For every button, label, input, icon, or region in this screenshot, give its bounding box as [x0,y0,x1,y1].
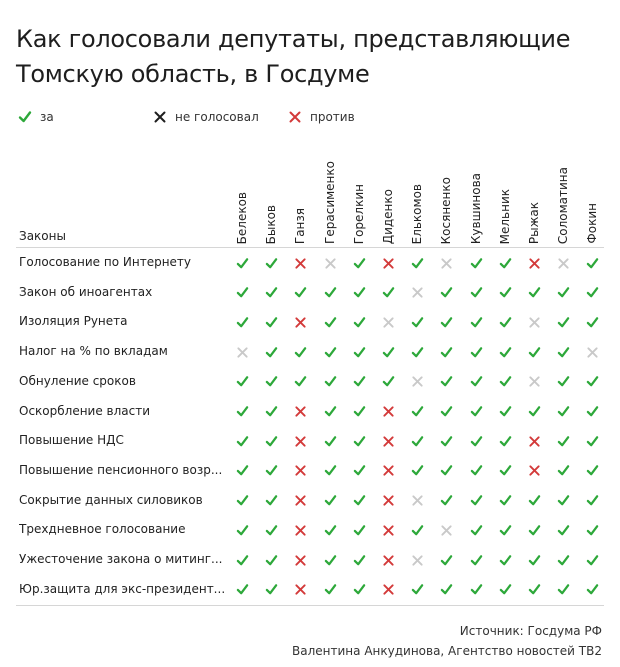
vote-yes-icon [345,283,374,303]
law-name: Закон об иноагентах [19,284,153,299]
vote-yes-icon [491,342,520,362]
vote-yes-icon [345,550,374,570]
vote-yes-icon [403,461,432,481]
vote-yes-icon [520,580,549,600]
vote-yes-icon [520,283,549,303]
column-header [578,150,607,244]
law-name: Голосование по Интернету [19,255,192,269]
vote-no-icon [286,520,315,540]
vote-no-icon [520,431,549,451]
vote-yes-icon [462,580,491,600]
vote-yes-icon [228,550,257,570]
vote-no-icon [286,580,315,600]
vote-yes-icon [578,491,607,511]
column-header [286,150,315,244]
vote-yes-icon [432,372,461,392]
vote-yes-icon [462,312,491,332]
vote-yes-icon [286,372,315,392]
vote-yes-icon [286,283,315,303]
vote-yes-icon [257,550,286,570]
vote-yes-icon [462,253,491,273]
vote-yes-icon [316,372,345,392]
vote-no-icon [286,312,315,332]
vote-yes-icon [403,312,432,332]
vote-yes-icon [549,431,578,451]
table-row [0,515,620,545]
vote-yes-icon [316,491,345,511]
vote-yes-icon [228,580,257,600]
vote-yes-icon [491,550,520,570]
vote-yes-icon [491,491,520,511]
vote-yes-icon [549,520,578,540]
vote-yes-icon [491,580,520,600]
vote-yes-icon [257,431,286,451]
vote-yes-icon [403,253,432,273]
vote-absent-icon [432,520,461,540]
table-row [0,575,620,605]
law-name: Повышение НДС [19,433,124,448]
deputy-name: Соломатина [556,166,571,244]
column-header [520,150,549,244]
vote-absent-icon [403,283,432,303]
vote-yes-icon [462,431,491,451]
vote-yes-icon [345,402,374,422]
vote-absent-icon [403,372,432,392]
vote-yes-icon [462,491,491,511]
vote-absent-icon [520,312,549,332]
vote-no-icon [520,461,549,481]
legend-label-no: против [310,110,355,124]
vote-no-icon [374,402,403,422]
footer-divider [16,605,604,606]
vote-yes-icon [491,461,520,481]
vote-yes-icon [286,342,315,362]
legend [18,110,418,130]
law-name: Повышение пенсионного возр... [19,462,223,477]
vote-yes-icon [345,491,374,511]
vote-yes-icon [316,431,345,451]
deputy-name: Диденко [381,188,395,244]
vote-yes-icon [432,312,461,332]
vote-yes-icon [345,372,374,392]
column-header [462,150,491,244]
vote-no-icon [286,402,315,422]
cross-icon [153,110,167,124]
vote-yes-icon [257,283,286,303]
vote-absent-icon [403,550,432,570]
vote-yes-icon [549,372,578,392]
vote-yes-icon [549,461,578,481]
legend-item-no [288,110,355,124]
vote-yes-icon [374,342,403,362]
vote-yes-icon [549,312,578,332]
vote-yes-icon [228,491,257,511]
deputy-name: Ганзя [293,207,308,244]
vote-absent-icon [578,342,607,362]
vote-yes-icon [432,283,461,303]
vote-yes-icon [257,520,286,540]
vote-yes-icon [432,461,461,481]
vote-yes-icon [316,283,345,303]
vote-yes-icon [491,372,520,392]
vote-yes-icon [491,312,520,332]
table-row [0,307,620,337]
laws-column-header: Законы [19,229,66,243]
law-name: Изоляция Рунета [19,314,128,329]
vote-yes-icon [374,372,403,392]
deputy-name: Мельник [497,188,512,244]
vote-yes-icon [491,402,520,422]
vote-yes-icon [578,550,607,570]
vote-absent-icon [549,253,578,273]
law-name: Ужесточение закона о митинг... [19,552,223,566]
vote-yes-icon [228,520,257,540]
law-name: Трехдневное голосование [19,522,186,537]
vote-yes-icon [345,431,374,451]
vote-yes-icon [257,372,286,392]
vote-yes-icon [462,461,491,481]
vote-no-icon [286,550,315,570]
vote-yes-icon [316,342,345,362]
legend-item-yes [18,110,54,124]
vote-no-icon [286,253,315,273]
table-row [0,367,620,397]
vote-yes-icon [491,431,520,451]
column-header [316,150,345,244]
vote-yes-icon [549,342,578,362]
table-row [0,486,620,516]
deputy-name: Елькомов [410,183,425,244]
deputy-name: Рыжак [527,201,541,244]
vote-no-icon [374,550,403,570]
vote-yes-icon [549,402,578,422]
legend-label-yes: за [40,110,54,124]
vote-yes-icon [520,402,549,422]
vote-yes-icon [520,520,549,540]
deputy-name: Белеков [235,191,249,244]
vote-no-icon [286,491,315,511]
vote-yes-icon [520,342,549,362]
vote-yes-icon [228,402,257,422]
deputy-name: Герасименко [322,161,337,244]
vote-yes-icon [578,253,607,273]
deputy-name: Быков [264,204,279,244]
legend-label-absent: не голосовал [175,110,259,124]
vote-yes-icon [462,283,491,303]
vote-yes-icon [520,550,549,570]
vote-yes-icon [491,520,520,540]
vote-yes-icon [432,491,461,511]
table-row [0,397,620,427]
vote-yes-icon [257,312,286,332]
vote-yes-icon [345,253,374,273]
column-header [374,150,403,244]
law-name: Юр.защита для экс-президент... [19,581,226,596]
source-label: Источник: Госдума РФ [459,624,602,638]
table-row [0,337,620,367]
legend-item-absent [153,110,259,124]
vote-yes-icon [257,580,286,600]
vote-yes-icon [491,253,520,273]
vote-no-icon [520,253,549,273]
vote-yes-icon [520,491,549,511]
vote-no-icon [374,491,403,511]
deputy-name: Кувшинова [468,172,483,244]
vote-absent-icon [228,342,257,362]
vote-yes-icon [316,580,345,600]
vote-yes-icon [578,461,607,481]
vote-yes-icon [491,283,520,303]
law-name: Обнуление сроков [19,373,136,388]
vote-yes-icon [432,342,461,362]
vote-absent-icon [520,372,549,392]
vote-yes-icon [549,580,578,600]
vote-no-icon [374,580,403,600]
vote-yes-icon [462,342,491,362]
vote-yes-icon [403,520,432,540]
vote-absent-icon [432,253,461,273]
vote-no-icon [374,520,403,540]
vote-yes-icon [578,372,607,392]
vote-yes-icon [316,461,345,481]
table-row [0,278,620,308]
vote-yes-icon [374,283,403,303]
column-header [549,150,578,244]
vote-yes-icon [257,402,286,422]
vote-yes-icon [578,580,607,600]
vote-absent-icon [374,312,403,332]
vote-yes-icon [462,372,491,392]
chart-title: Как голосовали депутаты, представляющие Томскую область, в Госдуме [16,25,571,88]
vote-yes-icon [578,283,607,303]
column-header [491,150,520,244]
table-row [0,456,620,486]
table-row [0,248,620,278]
deputy-name: Косяненко [439,176,454,244]
vote-yes-icon [228,461,257,481]
vote-yes-icon [316,312,345,332]
deputy-name: Горелкин [351,183,366,244]
vote-yes-icon [549,550,578,570]
vote-yes-icon [578,312,607,332]
vote-yes-icon [403,431,432,451]
vote-no-icon [286,431,315,451]
vote-yes-icon [345,312,374,332]
vote-yes-icon [403,342,432,362]
vote-yes-icon [432,431,461,451]
vote-yes-icon [462,402,491,422]
vote-yes-icon [228,431,257,451]
law-name: Оскорбление власти [19,403,151,418]
vote-yes-icon [316,520,345,540]
vote-no-icon [374,253,403,273]
check-icon [18,110,32,124]
column-header [257,150,286,244]
author-credit: Валентина Анкудинова, Агентство новостей ТВ2 [292,644,602,658]
vote-yes-icon [257,342,286,362]
column-header [228,150,257,244]
vote-yes-icon [432,550,461,570]
vote-no-icon [286,461,315,481]
vote-yes-icon [345,342,374,362]
table-row [0,426,620,456]
vote-yes-icon [578,402,607,422]
cross-icon [288,110,302,124]
vote-yes-icon [403,402,432,422]
column-header [432,150,461,244]
vote-yes-icon [316,402,345,422]
vote-yes-icon [432,402,461,422]
vote-no-icon [374,461,403,481]
vote-yes-icon [578,520,607,540]
vote-no-icon [374,431,403,451]
vote-yes-icon [228,372,257,392]
vote-yes-icon [462,550,491,570]
vote-yes-icon [345,580,374,600]
vote-yes-icon [432,580,461,600]
vote-absent-icon [316,253,345,273]
vote-yes-icon [345,461,374,481]
vote-yes-icon [257,461,286,481]
vote-yes-icon [549,491,578,511]
vote-yes-icon [257,491,286,511]
vote-absent-icon [403,491,432,511]
deputy-name: Фокин [585,203,600,244]
law-name: Налог на % по вкладам [19,344,168,359]
column-header [345,150,374,244]
vote-yes-icon [549,283,578,303]
law-name: Сокрытие данных силовиков [19,492,203,507]
vote-yes-icon [257,253,286,273]
vote-yes-icon [462,520,491,540]
vote-yes-icon [228,253,257,273]
vote-yes-icon [345,520,374,540]
vote-yes-icon [228,312,257,332]
vote-yes-icon [228,283,257,303]
table-row [0,545,620,575]
vote-yes-icon [316,550,345,570]
column-header [403,150,432,244]
vote-yes-icon [578,431,607,451]
vote-yes-icon [403,580,432,600]
